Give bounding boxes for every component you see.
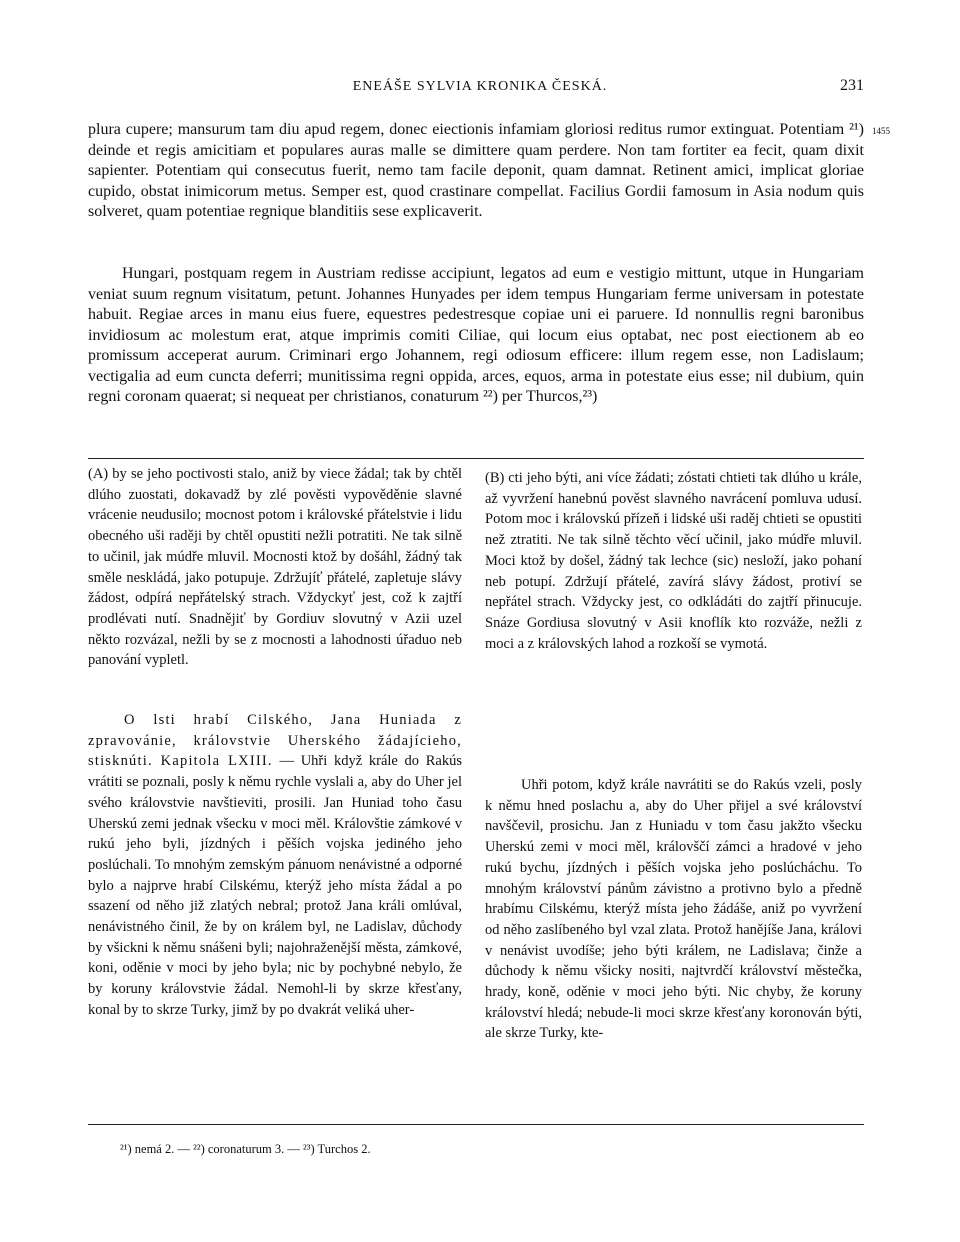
latin-paragraph-1 bbox=[88, 120, 864, 223]
czech-column-b-chapter bbox=[485, 775, 862, 1044]
column-a-chapter-paragraph bbox=[88, 710, 462, 1021]
czech-column-a-chapter bbox=[88, 710, 462, 1021]
running-title: ENEÁŠE SYLVIA KRONIKA ČESKÁ. bbox=[352, 79, 608, 94]
latin-paragraph-2-text: Hungari, postquam regem in Austriam redisse accipiunt, legatos ad eum e vestigio mittunt, utque in Hungariam veniat suum regnum visitatum, petunt. Johannes Hunyades per idem tempus Hungariam ferme universam in potestate habuit. Regiae arces in manu eius fuere, equestres pedestresque copiae uni ei paruere. Id nonnullis regni baronibus invidiosum ac molestum erat, atque imprimis comiti Ciliae, qui locum eius optabat, nec post eiectionem ab eo promissum acceperat aurum. Criminari ergo Johannem, regi odiosum efficere: illum regem esse, non Ladislaum; vectigalia ad eum cuncta deferri; munitissima regni oppida, arces, equos, arma in potestate eius esse; nil dubium, quin regni coronam quaerat; si nequeat per christianos, conaturum ²²) per Thurcos,²³) bbox=[88, 265, 864, 405]
footnote-divider bbox=[88, 1124, 864, 1125]
column-b-chapter-text: Uhři potom, když krále navrátiti se do Rakús vzeli, posly k němu hned poslachu a, aby do Uher přijel a své království navščevil, prosichu. Jan z Huniadu v tom času jakžto všecku Uherskú zemi v moci měl, královščí zámci a hradové v jeho rukú bychu, jízdných i pěších vojska jeho poslúcháchu. To mnohým království pánům závistno a protivno bylo a předně hrabímu Cilskému, kterýž místa jeho žádáše, aniž po vyvržení od něho zaslíbeného byl vzal zlata. Protož hanějíše Jana, královi v nenávist uvodíše; jeho býti králem, ne Ladislava; činže a důchody k němu všicky nositi, najtvrdčí království městečka, hrady, koně, oděnie v moci jeho býti. Nic chyby, že koruny království hledá; nebude-li moci skrze křesťany koronován býti, ale skrze Turky, kte- bbox=[485, 777, 862, 1042]
column-b-text: (B) cti jeho býti, ani více žádati; zóstati chtieti tak dlúho u krále, až vyvržení hanebnú pověst slavného navrácení pomluva udusí. Potom moc i královskú přízeň i lidské uši raděj chtieti se opustiti než ztratiti. Ne tak silně těchto věcí učinil, jako múdře mluvil. Moci ktož by došel, žádný tak lechce (sic) nesloží, jako pohaní neb potupí. Zdržují přátelé, zavírá slávy žádost, protiví se nepřátel strach. Vždycky jest, co odkládáti do zajtří přinucuje. Snáze Gordiusa slovutný v Asii knoflík kto rozváže, nežli z moci a z královských lahod a rozkoší se vymotá. bbox=[485, 470, 862, 652]
czech-column-a-intro bbox=[88, 464, 462, 671]
latin-paragraph-2 bbox=[88, 264, 864, 408]
footnote: ²¹) nemá 2. — ²²) coronaturum 3. — ²³) Turchos 2. bbox=[120, 1142, 371, 1156]
page-number: 231 bbox=[840, 77, 864, 94]
czech-column-b-intro bbox=[485, 468, 862, 654]
margin-year: 1455 bbox=[872, 126, 890, 136]
chapter-heading: O lsti hrabí Cilského, Jana Huniada z zpravovánie, královstvie Uherského žádajícieho, stisknúti. Kapitola LXIII. bbox=[88, 712, 462, 770]
section-divider bbox=[88, 458, 864, 459]
column-a-chapter-text: — Uhři když krále do Rakús vrátiti se poznali, posly k němu rychle vyslali a, aby do Uher jel svého královstvie navštieviti, prosili. Jan Huniad toho času Uherskú zemi jednak všecku v moci měl. Královštie zámkové v rukú jeho byli, jízdných i pěších vojska jediného jeho poslúchali. To mnohým zemským pánuom nenávistné a odporné bylo a najprve hrabí Cilskému, kterýž jeho místa žádal a po ssazení od něho již zlatých nebral; protož Jana králi omlúval, nenávistného činil, že by on králem byl, ne Ladislav, důchody by všickni k němu snášeni byli; najohraženější města, zámkové, koni, oděnie v moci by jeho byla; nic by pochybné nebylo, že by koruny královstvie žádal. Nemohl-li by skrze křesťany, konal by to skrze Turky, jimž by po dvakrát veliká uher- bbox=[88, 753, 463, 1018]
latin-paragraph-1-text: plura cupere; mansurum tam diu apud regem, donec eiectionis infamiam gloriosi reditus rumor extinguat. Potentiam ²¹) deinde et regis amicitiam et populares auras malle se dimittere quam perdere. Non tam fortiter ea fecit, quam dixit sapienter. Potentiam qui consecutus fuerit, nemo tam facile deponit, quam damnat. Retinent amici, implicat gloriae cupido, obstat inimicorum metus. Semper est, quod crastinare compellat. Facilius Gordii famosum in Asia nodum quis solveret, quam potentiae regnique blanditiis sese explicaverit. bbox=[88, 121, 864, 220]
column-a-text: (A) by se jeho poctivosti stalo, aniž by viece žádal; tak by chtěl dlúho zuostati, dokavadž by zlé pověsti vypověděnie slavné vrácenie neudusilo; mocnost potom i královské přátelstvie i lidu obecného uši raději by chtěl opustiti nežli potratiti. Ne tak silně to učinil, jak múdře mluvil. Mocnosti ktož by došáhl, žádný tak směle neskládá, jako potupuje. Zdržujíť přátelé, zapletuje slávy žádost, odpírá nepřátelský strach. Vždyckyť jest, což k zajtří prodlévati nutí. Snadnějiť by Gordiuv slovutný v Azii uzel někto rozvázal, nežli by se z mocnosti a lahodnosti úřaduo neb panování vypletl. bbox=[88, 466, 462, 669]
